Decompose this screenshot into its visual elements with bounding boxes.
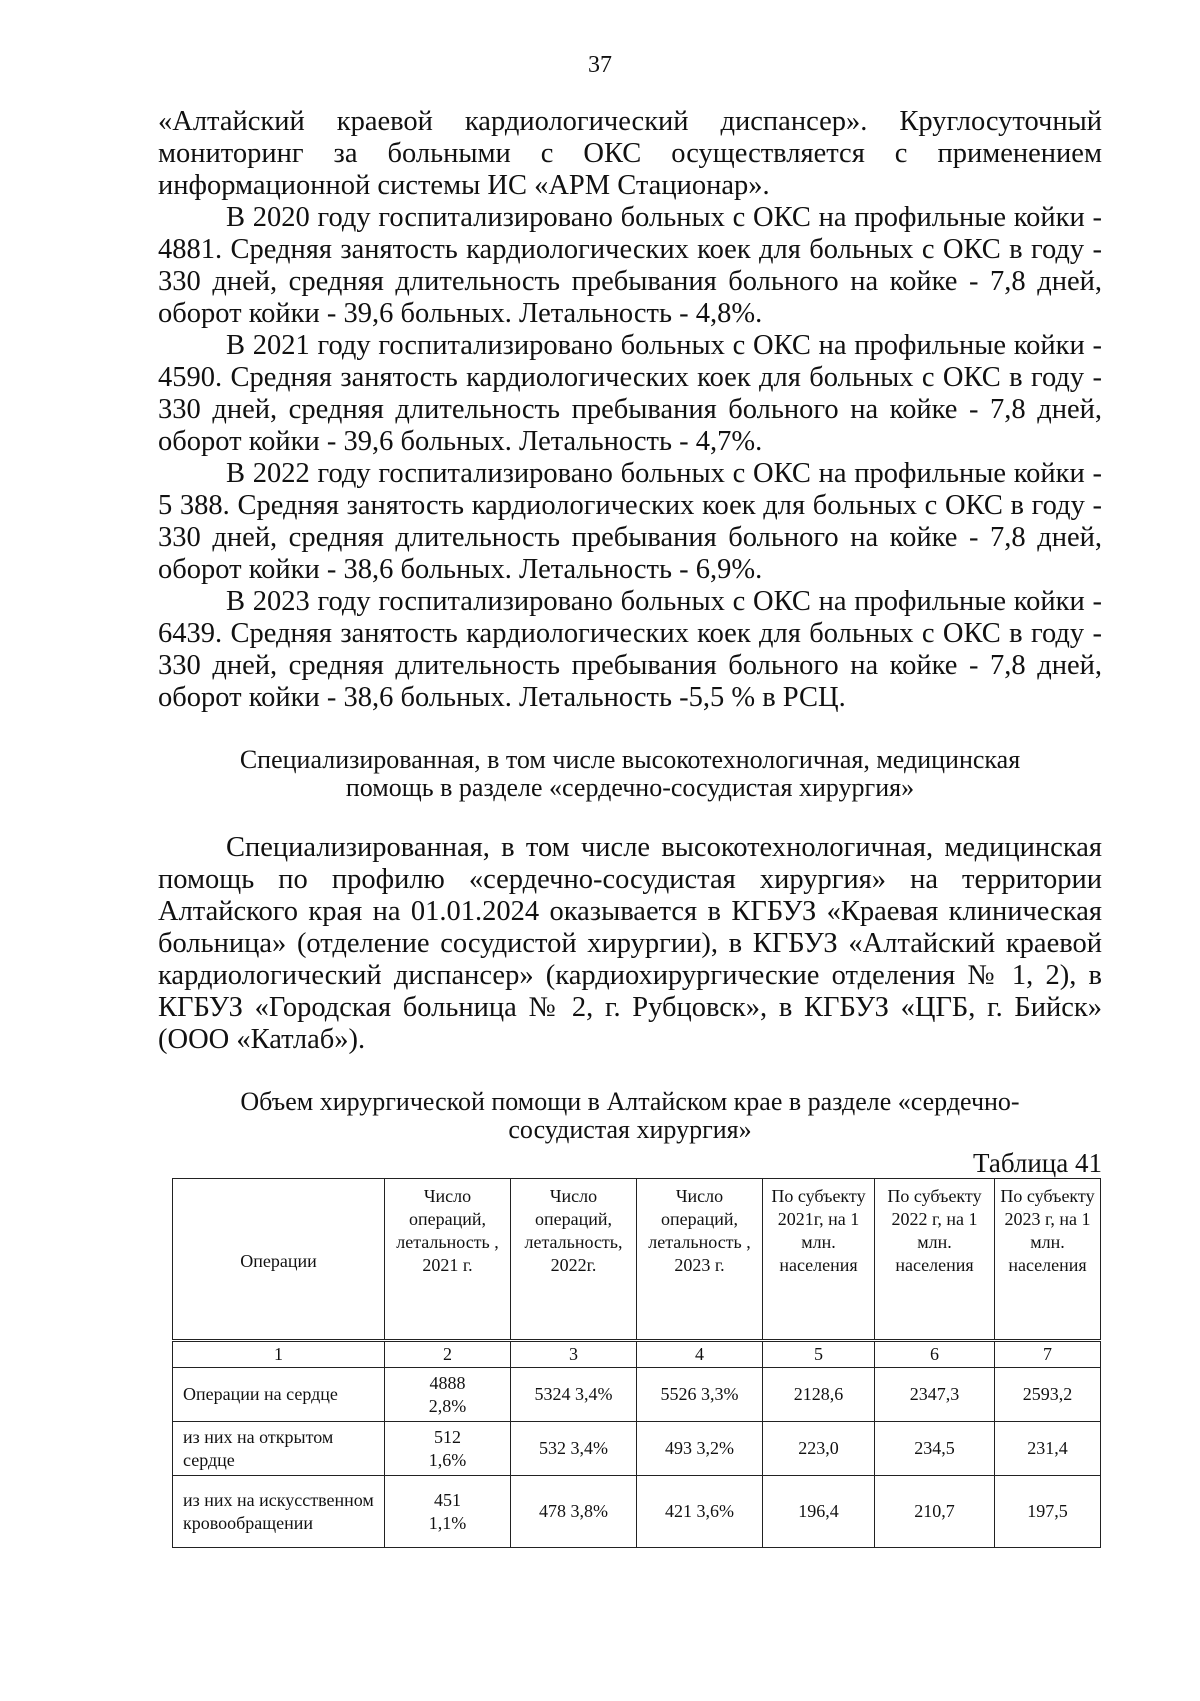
cell-2021 <box>385 1368 511 1422</box>
section-heading-line-1: Специализированная, в том числе высокотехнологичная, медицинская <box>239 745 1021 774</box>
column-number: 4 <box>637 1341 763 1368</box>
cell-2021-count: 4888 <box>429 1372 466 1393</box>
header-per-million-2023: По субъекту 2023 г, на 1 млн. населения <box>995 1179 1101 1341</box>
cell-per-million-2022: 210,7 <box>875 1476 995 1548</box>
column-number: 1 <box>173 1341 385 1368</box>
cell-2023: 5526 3,3% <box>637 1368 763 1422</box>
page-number: 37 <box>588 52 612 78</box>
cell-2022: 532 3,4% <box>511 1422 637 1476</box>
cell-per-million-2021: 2128,6 <box>763 1368 875 1422</box>
cell-per-million-2022: 234,5 <box>875 1422 995 1476</box>
column-number: 5 <box>763 1341 875 1368</box>
cell-per-million-2021: 196,4 <box>763 1476 875 1548</box>
section-text <box>158 832 1102 1056</box>
cell-2023: 421 3,6% <box>637 1476 763 1548</box>
cell-per-million-2023: 197,5 <box>995 1476 1101 1548</box>
row-name: Операции на сердце <box>173 1368 385 1422</box>
cell-2021-count: 512 <box>434 1426 461 1447</box>
cell-2023: 493 3,2% <box>637 1422 763 1476</box>
operations-table <box>172 1178 1101 1548</box>
body-text <box>158 106 1102 714</box>
table-title <box>158 1088 1102 1144</box>
cell-2022: 478 3,8% <box>511 1476 637 1548</box>
section-heading-line-2: помощь в разделе «сердечно-сосудистая хирургия» <box>345 773 915 802</box>
header-operations: Операции <box>173 1179 385 1341</box>
cell-2021-mortality: 1,6% <box>428 1449 467 1470</box>
cell-per-million-2021: 223,0 <box>763 1422 875 1476</box>
paragraph-2020: В 2020 году госпитализировано больных с ОКС на профильные койки - 4881. Средняя занятость кардиологических коек для больных с ОКС в году - 330 дней, средняя длительность пребывания больного на койке - 7,8 дней, оборот койки - 39,6 больных. Летальность - 4,8%. <box>158 202 1102 329</box>
cell-2021 <box>385 1476 511 1548</box>
header-2022: Число операций, летальность, 2022г. <box>511 1179 637 1341</box>
cell-2022: 5324 3,4% <box>511 1368 637 1422</box>
table-row <box>173 1422 1101 1476</box>
column-number-row <box>173 1341 1101 1368</box>
section-paragraph: Специализированная, в том числе высокотехнологичная, медицинская помощь по профилю «сердечно-сосудистая хирургия» на территории Алтайского края на 01.01.2024 оказывается в КГБУЗ «Краевая клиническая больница» (отделение сосудистой хирургии), в КГБУЗ «Алтайский краевой кардиологический диспансер» (кардиохирургические отделения № 1, 2), в КГБУЗ «Городская больница № 2, г. Рубцовск», в КГБУЗ «ЦГБ, г. Бийск» (ООО «Катлаб»). <box>158 832 1102 1055</box>
row-name: из них на открытом сердце <box>173 1422 385 1476</box>
header-per-million-2021: По субъекту 2021г, на 1 млн. населения <box>763 1179 875 1341</box>
column-number: 7 <box>995 1341 1101 1368</box>
row-name: из них на искусственном кровообращении <box>173 1476 385 1548</box>
cell-per-million-2022: 2347,3 <box>875 1368 995 1422</box>
paragraph-2021: В 2021 году госпитализировано больных с ОКС на профильные койки - 4590. Средняя занятость кардиологических коек для больных с ОКС в году - 330 дней, средняя длительность пребывания больного на койке - 7,8 дней, оборот койки - 39,6 больных. Летальность - 4,7%. <box>158 330 1102 457</box>
header-2023: Число операций, летальность , 2023 г. <box>637 1179 763 1341</box>
cell-2021 <box>385 1422 511 1476</box>
cell-2021-count: 451 <box>434 1489 461 1510</box>
header-per-million-2022: По субъекту 2022 г, на 1 млн. населения <box>875 1179 995 1341</box>
table-header-row <box>173 1179 1101 1341</box>
cell-2021-mortality: 2,8% <box>428 1395 467 1416</box>
table-title-line-1: Объем хирургической помощи в Алтайском крае в разделе «сердечно- <box>240 1087 1020 1116</box>
paragraph-2022: В 2022 году госпитализировано больных с ОКС на профильные койки - 5 388. Средняя занятость кардиологических коек для больных с ОКС в году - 330 дней, средняя длительность пребывания больного на койке - 7,8 дней, оборот койки - 38,6 больных. Летальность - 6,9%. <box>158 458 1102 585</box>
column-number: 3 <box>511 1341 637 1368</box>
table-label: Таблица 41 <box>973 1148 1102 1178</box>
cell-per-million-2023: 2593,2 <box>995 1368 1101 1422</box>
table-row <box>173 1368 1101 1422</box>
column-number: 2 <box>385 1341 511 1368</box>
cell-per-million-2023: 231,4 <box>995 1422 1101 1476</box>
paragraph-2023: В 2023 году госпитализировано больных с ОКС на профильные койки - 6439. Средняя занятость кардиологических коек для больных с ОКС в году - 330 дней, средняя длительность пребывания больного на койке - 7,8 дней, оборот койки - 38,6 больных. Летальность -5,5 % в РСЦ. <box>158 586 1102 713</box>
section-heading <box>158 746 1102 802</box>
table-title-line-2: сосудистая хирургия» <box>508 1115 752 1144</box>
cell-2021-mortality: 1,1% <box>428 1512 467 1533</box>
paragraph-continuation: «Алтайский краевой кардиологический диспансер». Круглосуточный мониторинг за больными с ОКС осуществляется с применением информационной системы ИС «АРМ Стационар». <box>158 106 1102 201</box>
table-row <box>173 1476 1101 1548</box>
header-2021: Число операций, летальность , 2021 г. <box>385 1179 511 1341</box>
column-number: 6 <box>875 1341 995 1368</box>
